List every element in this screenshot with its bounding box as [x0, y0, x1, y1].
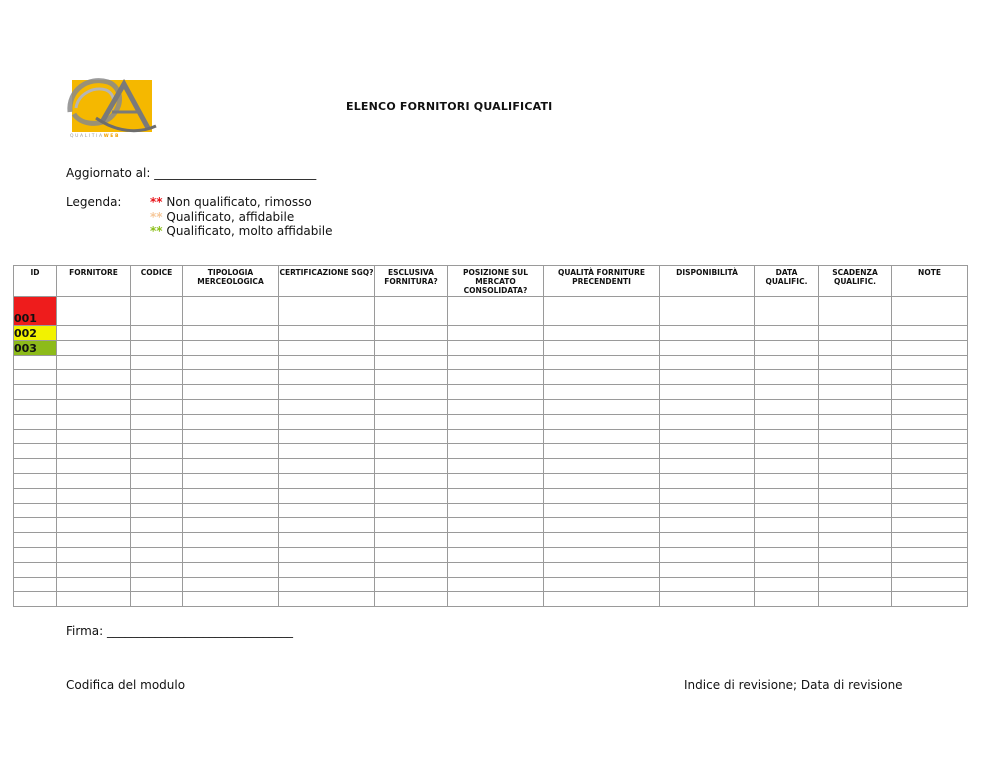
id-cell[interactable] — [14, 414, 57, 429]
table-cell[interactable] — [448, 326, 544, 341]
table-cell[interactable] — [892, 340, 968, 355]
table-cell[interactable] — [755, 429, 819, 444]
table-cell[interactable] — [131, 414, 183, 429]
table-cell[interactable] — [183, 488, 279, 503]
table-row — [14, 355, 968, 370]
table-cell[interactable] — [892, 459, 968, 474]
table-cell[interactable] — [755, 547, 819, 562]
table-cell[interactable] — [660, 385, 755, 400]
table-cell[interactable] — [448, 562, 544, 577]
table-cell[interactable] — [131, 592, 183, 607]
table-cell[interactable] — [448, 518, 544, 533]
legend-stars: ** — [150, 195, 163, 209]
table-cell[interactable] — [892, 399, 968, 414]
table-cell[interactable] — [544, 562, 660, 577]
table-cell[interactable] — [819, 429, 892, 444]
table-cell[interactable] — [375, 297, 448, 326]
table-cell[interactable] — [183, 297, 279, 326]
table-cell[interactable] — [448, 340, 544, 355]
table-cell[interactable] — [375, 547, 448, 562]
table-cell[interactable] — [660, 297, 755, 326]
table-cell[interactable] — [183, 473, 279, 488]
table-cell[interactable] — [57, 297, 131, 326]
table-cell[interactable] — [755, 533, 819, 548]
table-row — [14, 370, 968, 385]
table-cell[interactable] — [755, 459, 819, 474]
column-header: NOTE — [892, 266, 968, 297]
table-cell[interactable] — [183, 577, 279, 592]
table-cell[interactable] — [279, 399, 375, 414]
legend-text: Qualificato, molto affidabile — [162, 224, 333, 238]
table-cell[interactable] — [660, 429, 755, 444]
table-row — [14, 533, 968, 548]
table-row — [14, 473, 968, 488]
table-cell[interactable] — [892, 297, 968, 326]
id-cell[interactable] — [14, 547, 57, 562]
id-cell[interactable]: 003 — [14, 340, 57, 355]
table-cell[interactable] — [660, 370, 755, 385]
table-cell[interactable] — [819, 444, 892, 459]
table-cell[interactable] — [544, 429, 660, 444]
table-cell[interactable] — [892, 414, 968, 429]
table-row — [14, 399, 968, 414]
table-cell[interactable] — [819, 326, 892, 341]
table-cell[interactable] — [755, 385, 819, 400]
table-cell[interactable] — [755, 577, 819, 592]
table-cell[interactable] — [892, 444, 968, 459]
table-cell[interactable] — [892, 429, 968, 444]
table-cell[interactable] — [660, 562, 755, 577]
table-cell[interactable] — [279, 592, 375, 607]
table-cell[interactable] — [279, 429, 375, 444]
table-cell[interactable] — [544, 577, 660, 592]
table-cell[interactable] — [279, 385, 375, 400]
table-cell[interactable] — [279, 340, 375, 355]
table-cell[interactable] — [375, 326, 448, 341]
table-cell[interactable] — [819, 414, 892, 429]
table-cell[interactable] — [375, 592, 448, 607]
id-cell[interactable] — [14, 503, 57, 518]
table-cell[interactable] — [57, 340, 131, 355]
table-cell[interactable] — [183, 503, 279, 518]
table-cell[interactable] — [57, 547, 131, 562]
table-cell[interactable] — [57, 399, 131, 414]
table-cell[interactable] — [131, 488, 183, 503]
table-cell[interactable] — [755, 518, 819, 533]
table-cell[interactable] — [131, 562, 183, 577]
table-cell[interactable] — [183, 355, 279, 370]
table-cell[interactable] — [660, 326, 755, 341]
table-cell[interactable] — [375, 370, 448, 385]
table-cell[interactable] — [183, 562, 279, 577]
revision-info: Indice di revisione; Data di revisione — [684, 678, 903, 692]
table-cell[interactable] — [375, 473, 448, 488]
table-cell[interactable] — [279, 414, 375, 429]
table-cell[interactable] — [660, 459, 755, 474]
legend-stars: ** — [150, 224, 163, 238]
legend — [150, 195, 332, 239]
table-cell[interactable] — [57, 503, 131, 518]
id-cell[interactable] — [14, 385, 57, 400]
table-cell[interactable] — [183, 533, 279, 548]
table-cell[interactable] — [375, 577, 448, 592]
table-cell[interactable] — [183, 326, 279, 341]
table-row — [14, 340, 968, 355]
column-header: SCADENZA QUALIFIC. — [819, 266, 892, 297]
table-cell[interactable] — [892, 355, 968, 370]
table-cell[interactable] — [131, 385, 183, 400]
table-cell[interactable] — [183, 414, 279, 429]
table-cell[interactable] — [57, 429, 131, 444]
table-cell[interactable] — [131, 370, 183, 385]
legend-text: Non qualificato, rimosso — [162, 195, 312, 209]
table-cell[interactable] — [544, 297, 660, 326]
table-cell[interactable] — [544, 459, 660, 474]
table-cell[interactable] — [279, 326, 375, 341]
table-cell[interactable] — [448, 577, 544, 592]
table-cell[interactable] — [544, 444, 660, 459]
table-row — [14, 562, 968, 577]
table-cell[interactable] — [448, 503, 544, 518]
table-row — [14, 488, 968, 503]
table-cell[interactable] — [544, 326, 660, 341]
table-cell[interactable] — [755, 370, 819, 385]
table-row — [14, 547, 968, 562]
suppliers-table — [13, 265, 968, 607]
table-cell[interactable] — [660, 414, 755, 429]
column-header: TIPOLOGIA MERCEOLOGICA — [183, 266, 279, 297]
table-cell[interactable] — [448, 385, 544, 400]
table-cell[interactable] — [544, 340, 660, 355]
table-row — [14, 503, 968, 518]
id-cell[interactable] — [14, 399, 57, 414]
table-cell[interactable] — [131, 503, 183, 518]
table-cell[interactable] — [660, 592, 755, 607]
table-cell[interactable] — [819, 503, 892, 518]
table-cell[interactable] — [755, 473, 819, 488]
table-row — [14, 518, 968, 533]
id-cell[interactable] — [14, 577, 57, 592]
table-cell[interactable] — [183, 340, 279, 355]
table-cell[interactable] — [755, 503, 819, 518]
table-cell[interactable] — [892, 592, 968, 607]
legend-label: Legenda: — [66, 195, 122, 209]
table-cell[interactable] — [660, 488, 755, 503]
table-cell[interactable] — [819, 297, 892, 326]
column-header: ID — [14, 266, 57, 297]
column-header: CERTIFICAZIONE SGQ? — [279, 266, 375, 297]
table-cell[interactable] — [183, 370, 279, 385]
table-cell[interactable] — [819, 547, 892, 562]
table-cell[interactable] — [448, 370, 544, 385]
id-cell[interactable] — [14, 370, 57, 385]
table-cell[interactable] — [448, 547, 544, 562]
table-cell[interactable] — [375, 488, 448, 503]
table-cell[interactable] — [57, 326, 131, 341]
table-cell[interactable] — [755, 355, 819, 370]
table-cell[interactable] — [448, 533, 544, 548]
table-cell[interactable] — [57, 488, 131, 503]
table-cell[interactable] — [448, 355, 544, 370]
table-cell[interactable] — [755, 414, 819, 429]
table-cell[interactable] — [892, 503, 968, 518]
table-cell[interactable] — [819, 340, 892, 355]
table-cell[interactable] — [819, 370, 892, 385]
table-cell[interactable] — [131, 297, 183, 326]
table-cell[interactable] — [448, 473, 544, 488]
table-cell[interactable] — [544, 385, 660, 400]
table-row — [14, 297, 968, 326]
table-cell[interactable] — [755, 340, 819, 355]
table-cell[interactable] — [279, 533, 375, 548]
id-cell[interactable]: 002 — [14, 326, 57, 341]
table-cell[interactable] — [819, 533, 892, 548]
table-cell[interactable] — [660, 355, 755, 370]
table-cell[interactable] — [375, 355, 448, 370]
column-header: DATA QUALIFIC. — [755, 266, 819, 297]
table-cell[interactable] — [131, 518, 183, 533]
table-cell[interactable] — [279, 370, 375, 385]
table-cell[interactable] — [755, 592, 819, 607]
table-row — [14, 592, 968, 607]
table-cell[interactable] — [892, 562, 968, 577]
table-row — [14, 414, 968, 429]
table-cell[interactable] — [57, 562, 131, 577]
table-cell[interactable] — [544, 533, 660, 548]
table-cell[interactable] — [755, 444, 819, 459]
table-cell[interactable] — [131, 399, 183, 414]
table-cell[interactable] — [544, 547, 660, 562]
table-cell[interactable] — [375, 399, 448, 414]
table-cell[interactable] — [183, 385, 279, 400]
table-cell[interactable] — [819, 577, 892, 592]
table-cell[interactable] — [819, 592, 892, 607]
table-cell[interactable] — [755, 399, 819, 414]
table-cell[interactable] — [279, 503, 375, 518]
table-cell[interactable] — [131, 533, 183, 548]
id-cell[interactable] — [14, 355, 57, 370]
table-row — [14, 444, 968, 459]
table-cell[interactable] — [279, 297, 375, 326]
table-cell[interactable] — [57, 459, 131, 474]
id-cell[interactable] — [14, 473, 57, 488]
table-cell[interactable] — [57, 414, 131, 429]
signature-field[interactable]: Firma: _______________________________ — [66, 624, 293, 638]
table-cell[interactable] — [660, 533, 755, 548]
table-cell[interactable] — [448, 429, 544, 444]
table-cell[interactable] — [57, 385, 131, 400]
table-cell[interactable] — [375, 444, 448, 459]
table-cell[interactable] — [57, 518, 131, 533]
table-cell[interactable] — [819, 459, 892, 474]
table-cell[interactable] — [375, 385, 448, 400]
table-cell[interactable] — [544, 355, 660, 370]
table-cell[interactable] — [660, 518, 755, 533]
table-cell[interactable] — [57, 592, 131, 607]
table-header-row — [14, 266, 968, 297]
table-cell[interactable] — [131, 444, 183, 459]
id-cell[interactable] — [14, 444, 57, 459]
table-cell[interactable] — [819, 355, 892, 370]
table-cell[interactable] — [279, 547, 375, 562]
table-cell[interactable] — [279, 473, 375, 488]
table-cell[interactable] — [448, 414, 544, 429]
table-cell[interactable] — [183, 592, 279, 607]
id-cell[interactable] — [14, 562, 57, 577]
table-cell[interactable] — [131, 459, 183, 474]
id-cell[interactable]: 001 — [14, 297, 57, 326]
table-cell[interactable] — [183, 444, 279, 459]
table-row — [14, 385, 968, 400]
table-cell[interactable] — [819, 385, 892, 400]
table-cell[interactable] — [892, 385, 968, 400]
table-cell[interactable] — [131, 547, 183, 562]
table-cell[interactable] — [131, 577, 183, 592]
table-cell[interactable] — [892, 533, 968, 548]
table-cell[interactable] — [892, 326, 968, 341]
table-cell[interactable] — [183, 518, 279, 533]
table-cell[interactable] — [279, 459, 375, 474]
table-cell[interactable] — [755, 488, 819, 503]
column-header: FORNITORE — [57, 266, 131, 297]
table-cell[interactable] — [183, 399, 279, 414]
table-cell[interactable] — [544, 592, 660, 607]
logo-tagline: QUALITIAWEB — [70, 134, 120, 139]
table-cell[interactable] — [660, 547, 755, 562]
table-cell[interactable] — [279, 577, 375, 592]
legend-item — [150, 224, 332, 239]
table-cell[interactable] — [892, 370, 968, 385]
id-cell[interactable] — [14, 459, 57, 474]
table-cell[interactable] — [819, 473, 892, 488]
table-cell[interactable] — [57, 355, 131, 370]
table-cell[interactable] — [279, 562, 375, 577]
page-title: ELENCO FORNITORI QUALIFICATI — [346, 100, 553, 113]
table-cell[interactable] — [57, 444, 131, 459]
column-header: ESCLUSIVA FORNITURA? — [375, 266, 448, 297]
table-cell[interactable] — [375, 562, 448, 577]
table-cell[interactable] — [183, 547, 279, 562]
table-cell[interactable] — [448, 297, 544, 326]
table-cell[interactable] — [660, 577, 755, 592]
table-cell[interactable] — [544, 414, 660, 429]
table-row — [14, 326, 968, 341]
column-header: CODICE — [131, 266, 183, 297]
table-cell[interactable] — [57, 533, 131, 548]
id-cell[interactable] — [14, 429, 57, 444]
table-cell[interactable] — [544, 370, 660, 385]
table-cell[interactable] — [448, 488, 544, 503]
table-cell[interactable] — [375, 533, 448, 548]
id-cell[interactable] — [14, 592, 57, 607]
table-cell[interactable] — [448, 459, 544, 474]
table-cell[interactable] — [131, 355, 183, 370]
table-cell[interactable] — [892, 473, 968, 488]
column-header: DISPONIBILITÀ — [660, 266, 755, 297]
table-cell[interactable] — [660, 444, 755, 459]
table-cell[interactable] — [448, 444, 544, 459]
table-cell[interactable] — [131, 429, 183, 444]
table-cell[interactable] — [544, 518, 660, 533]
table-cell[interactable] — [375, 503, 448, 518]
table-cell[interactable] — [448, 592, 544, 607]
table-cell[interactable] — [892, 518, 968, 533]
table-cell[interactable] — [57, 370, 131, 385]
table-cell[interactable] — [375, 459, 448, 474]
table-cell[interactable] — [279, 444, 375, 459]
table-cell[interactable] — [131, 326, 183, 341]
table-cell[interactable] — [375, 429, 448, 444]
table-cell[interactable] — [544, 399, 660, 414]
table-cell[interactable] — [819, 562, 892, 577]
table-row — [14, 577, 968, 592]
legend-stars: ** — [150, 209, 163, 224]
table-cell[interactable] — [660, 399, 755, 414]
table-cell[interactable] — [375, 518, 448, 533]
id-cell[interactable] — [14, 518, 57, 533]
table-cell[interactable] — [755, 562, 819, 577]
table-cell[interactable] — [279, 488, 375, 503]
updated-date-field[interactable]: Aggiornato al: ___________________________ — [66, 166, 317, 180]
table-cell[interactable] — [755, 297, 819, 326]
table-cell[interactable] — [183, 459, 279, 474]
table-cell[interactable] — [544, 503, 660, 518]
table-cell[interactable] — [57, 473, 131, 488]
table-row — [14, 459, 968, 474]
table-cell[interactable] — [448, 399, 544, 414]
table-cell[interactable] — [892, 488, 968, 503]
id-cell[interactable] — [14, 488, 57, 503]
table-cell[interactable] — [131, 340, 183, 355]
table-cell[interactable] — [544, 488, 660, 503]
legend-item — [150, 210, 332, 225]
table-cell[interactable] — [819, 488, 892, 503]
id-cell[interactable] — [14, 533, 57, 548]
table-cell[interactable] — [279, 355, 375, 370]
table-cell[interactable] — [819, 399, 892, 414]
legend-item — [150, 195, 332, 210]
table-cell[interactable] — [660, 503, 755, 518]
table-cell[interactable] — [375, 340, 448, 355]
table-cell[interactable] — [183, 429, 279, 444]
table-cell[interactable] — [892, 547, 968, 562]
table-cell[interactable] — [660, 340, 755, 355]
table-cell[interactable] — [892, 577, 968, 592]
table-cell[interactable] — [660, 473, 755, 488]
column-header: QUALITÀ FORNITURE PRECENDENTI — [544, 266, 660, 297]
table-cell[interactable] — [819, 518, 892, 533]
table-cell[interactable] — [279, 518, 375, 533]
module-code: Codifica del modulo — [66, 678, 186, 692]
table-cell[interactable] — [375, 414, 448, 429]
table-cell[interactable] — [57, 577, 131, 592]
table-cell[interactable] — [755, 326, 819, 341]
table-row — [14, 429, 968, 444]
table-cell[interactable] — [131, 473, 183, 488]
legend-text: Qualificato, affidabile — [162, 209, 295, 224]
table-cell[interactable] — [544, 473, 660, 488]
column-header: POSIZIONE SUL MERCATO CONSOLIDATA? — [448, 266, 544, 297]
